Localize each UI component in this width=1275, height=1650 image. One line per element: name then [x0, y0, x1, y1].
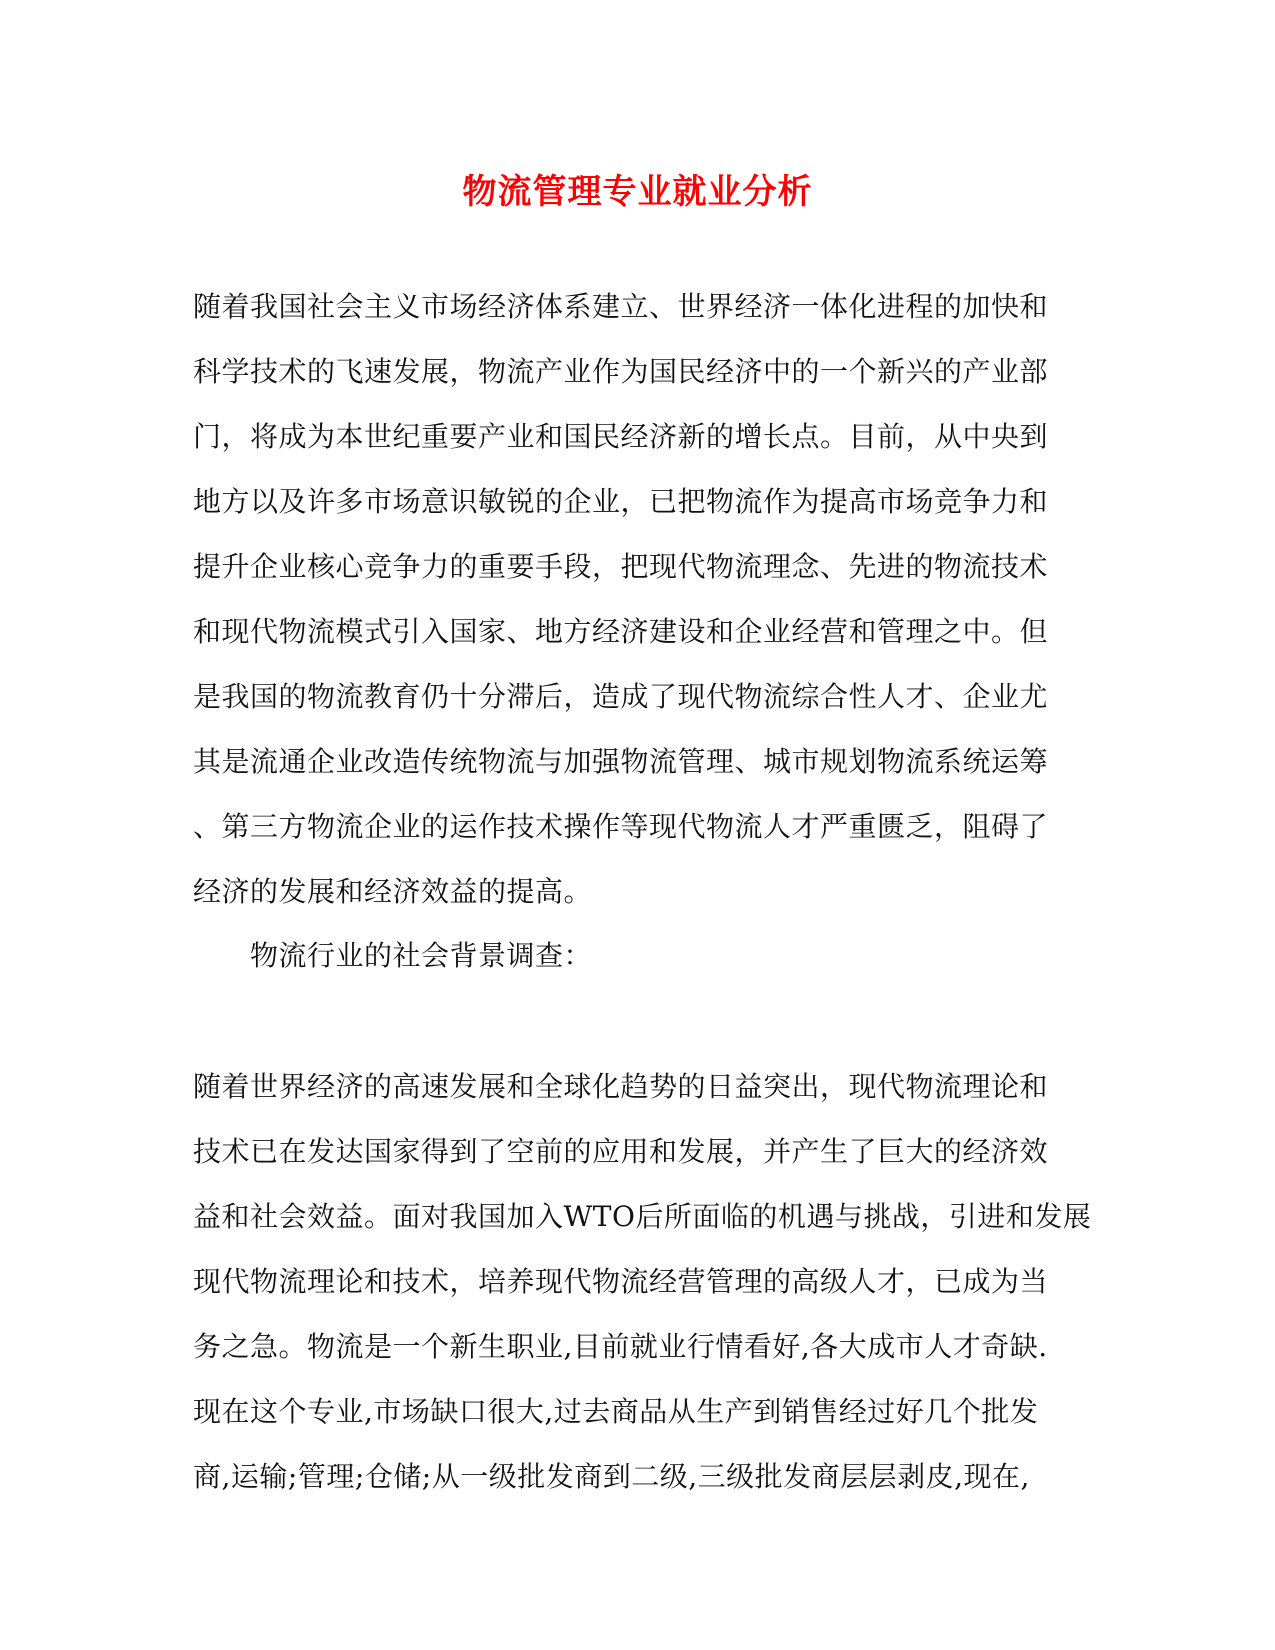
paragraph-line: 科学技术的飞速发展，物流产业作为国民经济中的一个新兴的产业部	[193, 355, 1049, 388]
paragraph-line: 随着我国社会主义市场经济体系建立、世界经济一体化进程的加快和	[193, 290, 1049, 323]
paragraph-2	[193, 1054, 1092, 1509]
paragraph-line: 其是流通企业改造传统物流与加强物流管理、城市规划物流系统运筹	[193, 745, 1049, 778]
paragraph-line: 商,运输;管理;仓储;从一级批发商到二级,三级批发商层层剥皮,现在,	[193, 1460, 1030, 1493]
paragraph-line: 经济的发展和经济效益的提高。	[193, 875, 593, 908]
paragraph-line: 技术已在发达国家得到了空前的应用和发展，并产生了巨大的经济效	[193, 1135, 1049, 1168]
paragraph-line: 益和社会效益。面对我国加入WTO后所面临的机遇与挑战，引进和发展	[193, 1200, 1092, 1233]
paragraph-line: 门，将成为本世纪重要产业和国民经济新的增长点。目前，从中央到	[193, 420, 1049, 453]
paragraph-line: 现代物流理论和技术，培养现代物流经营管理的高级人才，已成为当	[193, 1265, 1049, 1298]
paragraph-line: 和现代物流模式引入国家、地方经济建设和企业经营和管理之中。但	[193, 615, 1049, 648]
paragraph-line: 随着世界经济的高速发展和全球化趋势的日益突出，现代物流理论和	[193, 1070, 1049, 1103]
paragraph-line: 提升企业核心竞争力的重要手段，把现代物流理念、先进的物流技术	[193, 550, 1049, 583]
paragraph-line: 务之急。物流是一个新生职业,目前就业行情看好,各大成市人才奇缺.	[193, 1330, 1048, 1363]
paragraph-line: 现在这个专业,市场缺口很大,过去商品从生产到销售经过好几个批发	[193, 1395, 1039, 1428]
paragraph-line: 是我国的物流教育仍十分滞后，造成了现代物流综合性人才、企业尤	[193, 680, 1049, 713]
paragraph-1	[193, 274, 1073, 924]
document-title: 物流管理专业就业分析	[462, 172, 813, 212]
paragraph-line: 、第三方物流企业的运作技术操作等现代物流人才严重匮乏，阻碍了	[193, 810, 1049, 843]
paragraph-line: 地方以及许多市场意识敏锐的企业，已把物流作为提高市场竞争力和	[193, 485, 1049, 518]
section-subheading: 物流行业的社会背景调查：	[250, 939, 593, 972]
